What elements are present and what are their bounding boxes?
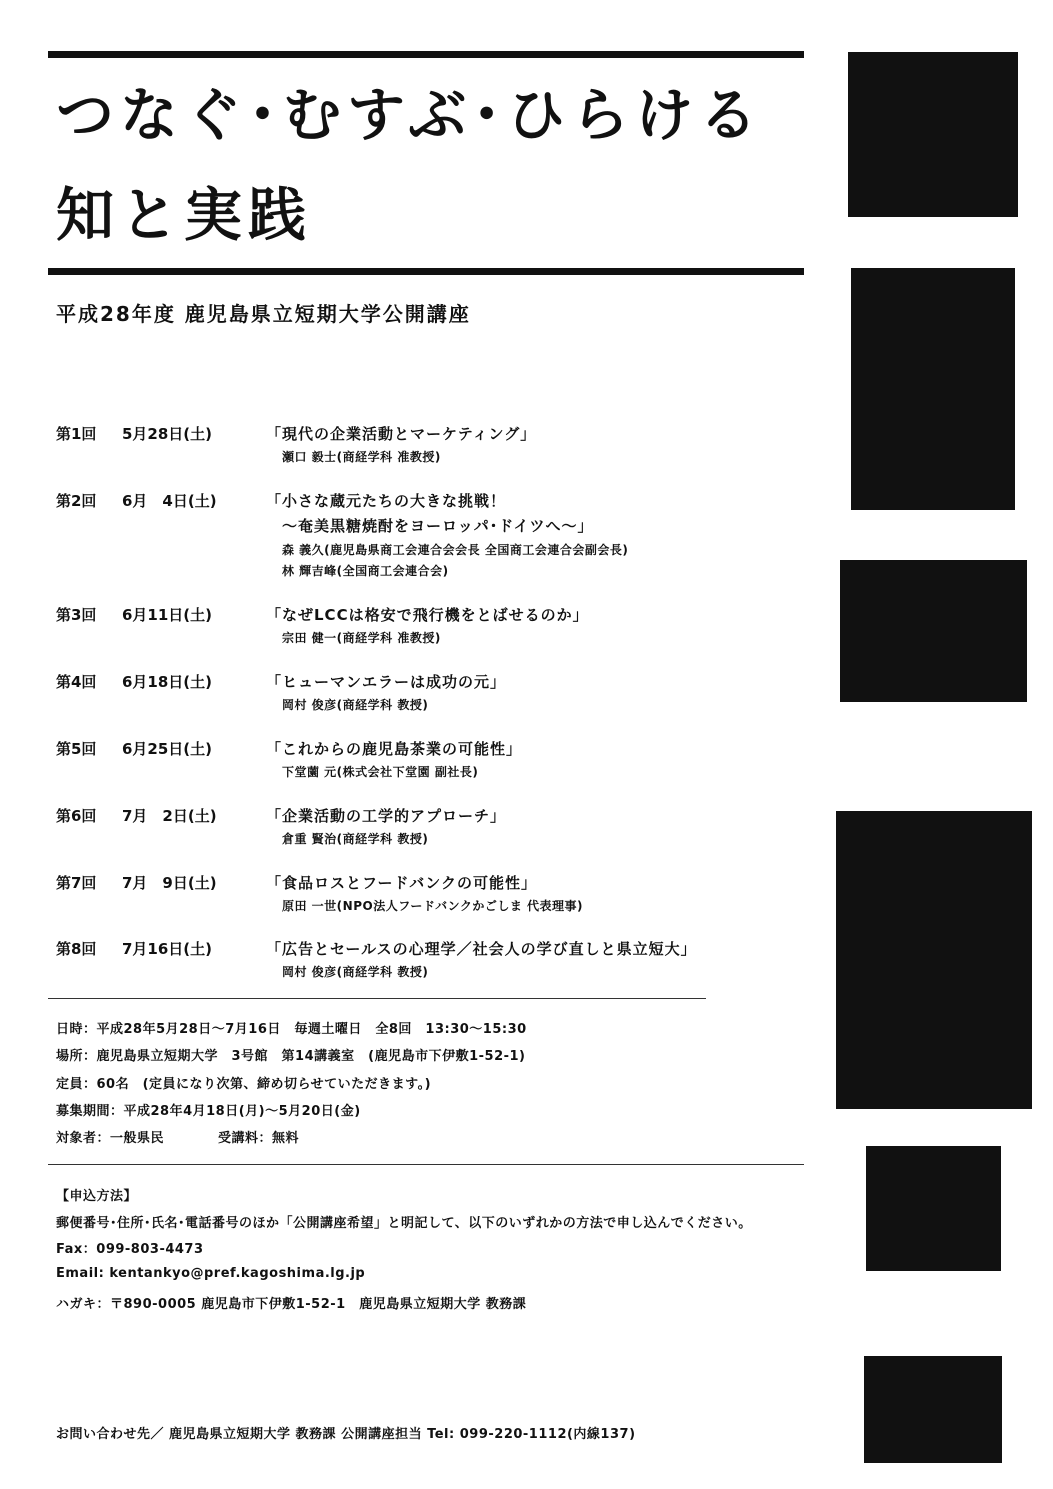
session-title: 「広告とセールスの心理学／社会人の学び直しと県立短大」 bbox=[266, 940, 697, 958]
session-date: 7月16日(土) bbox=[122, 940, 213, 958]
decor-block-2 bbox=[851, 268, 1015, 510]
info-divider bbox=[48, 1164, 804, 1165]
apply-description: 郵便番号･住所･氏名･電話番号のほか「公開講座希望」と明記して、以下のいずれかの方法で申し込んでください。 bbox=[56, 1216, 752, 1231]
session-title: 「企業活動の工学的アプローチ」 bbox=[266, 807, 507, 825]
decor-block-4 bbox=[836, 811, 1032, 1109]
decor-block-5 bbox=[866, 1146, 1001, 1271]
page-title-line2: 知と実践 bbox=[56, 181, 313, 249]
session-title: 「食品ロスとフードバンクの可能性」 bbox=[266, 874, 537, 892]
top-rule bbox=[48, 51, 804, 58]
title-bottom-rule bbox=[48, 268, 804, 275]
apply-heading: 【申込方法】 bbox=[56, 1189, 138, 1204]
session-speaker: 宗田 健一(商経学科 准教授) bbox=[282, 631, 441, 645]
session-date: 7月 9日(土) bbox=[122, 874, 217, 892]
session-date: 6月25日(土) bbox=[122, 740, 213, 758]
session-date: 7月 2日(土) bbox=[122, 807, 217, 825]
session-date: 6月 4日(土) bbox=[122, 492, 217, 510]
session-title: 「小さな蔵元たちの大きな挑戦！ bbox=[266, 492, 507, 510]
schedule-divider bbox=[48, 998, 706, 999]
session-speaker: 下堂薗 元(株式会社下堂園 副社長) bbox=[282, 765, 479, 779]
info-target-fee: 対象者：一般県民 受講料：無料 bbox=[56, 1131, 300, 1146]
decor-block-6 bbox=[864, 1356, 1002, 1463]
session-number: 第7回 bbox=[56, 874, 97, 892]
info-period: 募集期間：平成28年4月18日(月)〜5月20日(金) bbox=[56, 1104, 361, 1119]
session-title: 「ヒューマンエラーは成功の元」 bbox=[266, 673, 507, 691]
session-number: 第5回 bbox=[56, 740, 97, 758]
page-subtitle: 平成28年度 鹿児島県立短期大学公開講座 bbox=[56, 302, 471, 326]
session-number: 第4回 bbox=[56, 673, 97, 691]
session-title: 「これからの鹿児島茶業の可能性」 bbox=[266, 740, 523, 758]
session-speaker: 瀬口 毅士(商経学科 准教授) bbox=[282, 450, 441, 464]
session-number: 第8回 bbox=[56, 940, 97, 958]
session-title: 「なぜLCCは格安で飛行機をとばせるのか」 bbox=[266, 606, 589, 624]
session-title-continued: 〜奄美黒糖焼酎をヨーロッパ･ドイツへ〜」 bbox=[282, 517, 594, 535]
session-number: 第2回 bbox=[56, 492, 97, 510]
contact-footer: お問い合わせ先／ 鹿児島県立短期大学 教務課 公開講座担当 Tel: 099-220-1112(内線137) bbox=[56, 1427, 636, 1442]
session-speaker: 林 輝吉峰(全国商工会連合会) bbox=[282, 564, 449, 578]
session-date: 6月11日(土) bbox=[122, 606, 213, 624]
session-speaker: 倉重 賢治(商経学科 教授) bbox=[282, 832, 429, 846]
info-place: 場所：鹿児島県立短期大学 3号館 第14講義室 (鹿児島市下伊敷1-52-1) bbox=[56, 1049, 526, 1064]
session-speaker: 原田 一世(NPO法人フードバンクかごしま 代表理事) bbox=[282, 899, 584, 913]
apply-email: Email: kentankyo@pref.kagoshima.lg.jp bbox=[56, 1266, 366, 1281]
apply-postcard: ハガキ：〒890-0005 鹿児島市下伊敷1-52-1 鹿児島県立短期大学 教務課 bbox=[56, 1297, 527, 1312]
page-title-line1: つなぐ･むすぶ･ひらける bbox=[56, 81, 764, 149]
session-number: 第3回 bbox=[56, 606, 97, 624]
session-date: 5月28日(土) bbox=[122, 425, 213, 443]
session-speaker: 岡村 俊彦(商経学科 教授) bbox=[282, 965, 429, 979]
session-number: 第1回 bbox=[56, 425, 97, 443]
session-speaker: 岡村 俊彦(商経学科 教授) bbox=[282, 698, 429, 712]
decor-block-3 bbox=[840, 560, 1027, 702]
apply-fax: Fax：099-803-4473 bbox=[56, 1242, 204, 1257]
session-number: 第6回 bbox=[56, 807, 97, 825]
session-speaker: 森 義久(鹿児島県商工会連合会会長 全国商工会連合会副会長) bbox=[282, 543, 629, 557]
decor-block-1 bbox=[848, 52, 1018, 217]
info-capacity: 定員：60名 (定員になり次第、締め切らせていただきます。) bbox=[56, 1077, 432, 1092]
session-date: 6月18日(土) bbox=[122, 673, 213, 691]
info-datetime: 日時：平成28年5月28日〜7月16日 毎週土曜日 全8回 13:30〜15:30 bbox=[56, 1022, 527, 1037]
session-title: 「現代の企業活動とマーケティング」 bbox=[266, 425, 537, 443]
